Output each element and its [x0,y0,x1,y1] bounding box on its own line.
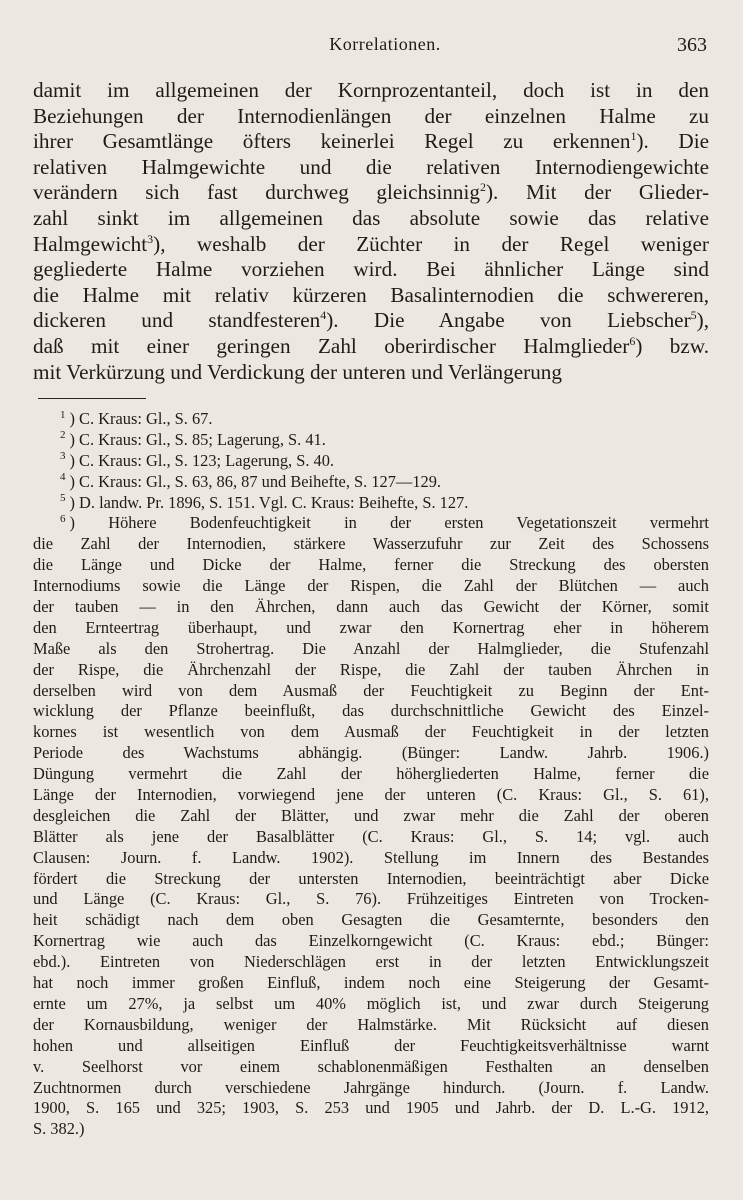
footnote-line: wicklung der Pflanze beeinflußt, das durchschnittliche Gewicht des Einzel- [33,701,709,721]
footnote-line: heit schädigt nach dem oben Gesagten die Gesamternte, besonders den [33,910,709,930]
footnote-line: S. 382.) [33,1119,85,1139]
page-number: 363 [677,34,707,56]
body-line: die Halme mit relativ kürzeren Basalinternodien die schwereren, [33,282,709,307]
footnotes [33,409,709,1140]
footnote-2: $^2$ ) C. Kraus: Gl., S. 85; Lagerung, S. 41. [60,429,326,449]
footnote-line: kornes ist wesentlich von dem Ausmaß der Feuchtigkeit in der letzten [33,722,709,742]
footnote-line: Düngung vermehrt die Zahl der höhergliederten Halme, ferner die [33,764,709,784]
footnote-ref: 2 [479,180,486,195]
footnote-line: desgleichen die Zahl der Blätter, und zwar mehr die Zahl der oberen [33,805,709,825]
footnote-line: der Rispe, die Ährchenzahl der Rispe, die Zahl der tauben Ährchen in [33,659,709,679]
footnote-line: fördert die Streckung der untersten Internodien, beeinträchtigt aber Dicke [33,868,709,888]
footnote-line: den Ernteertrag überhaupt, und zwar den Kornertrag eher in höherem [33,617,709,637]
body-line: zahl sinkt im allgemeinen das absolute sowie das relative [33,205,709,230]
footnote-ref: 6 [629,333,636,348]
body-line: verändern sich fast durchweg gleichsinnig$^2$). Mit der Glieder- [33,180,709,205]
footnote-line: $^6$ ) Höhere Bodenfeuchtigkeit in der ersten Vegetationszeit vermehrt [60,512,709,533]
footnote-line: und Länge (C. Kraus: Gl., S. 76). Frühzeitiges Eintreten von Trocken- [33,889,709,909]
footnote-line: hohen und allseitigen Einfluß der Feuchtigkeitsverhältnisse warnt [33,1035,709,1055]
body-line: Beziehungen der Internodienlängen der einzelnen Halme zu [33,103,709,128]
footnote-line: v. Seelhorst vor einem schablonenmäßigen Festhalten an denselben [33,1056,709,1076]
footnote-1: $^1$ ) C. Kraus: Gl., S. 67. [60,408,213,428]
footnote-line: Kornertrag wie auch das Einzelkorngewicht (C. Kraus: ebd.; Bünger: [33,931,709,951]
body-line: Halmgewicht$^3$), weshalb der Züchter in der Regel weniger [33,231,709,256]
footnote-ref: 5 [690,308,697,323]
footnote-line: Clausen: Journ. f. Landw. 1902). Stellung im Innern des Bestandes [33,847,709,867]
footnote-line: Zuchtnormen durch verschiedene Jahrgänge hindurch. (Journ. f. Landw. [33,1077,709,1097]
footnote-4: $^4$ ) C. Kraus: Gl., S. 63, 86, 87 und Beihefte, S. 127—129. [60,471,442,491]
footnote-divider [38,398,146,399]
body-line: ihrer Gesamtlänge öfters keinerlei Regel zu erkennen$^1$). Die [33,129,710,154]
footnote-ref: 4 [320,308,327,323]
body-line: mit Verkürzung und Verdickung der unteren und Verlängerung [33,359,562,384]
body-line: damit im allgemeinen der Kornprozentanteil, doch ist in den [33,78,709,102]
footnote-ref: 3 [147,231,154,246]
footnote-line: ebd.). Eintreten von Niederschlägen erst in der letzten Entwicklungszeit [33,952,709,972]
footnote-5: $^5$ ) D. landw. Pr. 1896, S. 151. Vgl. C. Kraus: Beihefte, S. 127. [60,492,469,512]
footnote-line: ernte um 27%, ja selbst um 40% möglich ist, und zwar durch Steigerung [33,993,709,1013]
running-title: Korrelationen. [329,34,441,54]
body-line: gegliederte Halme vorziehen wird. Bei ähnlicher Länge sind [33,257,709,282]
body-line: dickeren und standfesteren$^4$). Die Angabe von Liebscher$^5$), [33,308,709,333]
body-paragraph [33,78,709,385]
footnote-line: derselben wird von dem Ausmaß der Feuchtigkeit zu Beginn der Ent- [33,680,709,700]
footnote-line: hat noch immer großen Einfluß, indem noch eine Steigerung der Gesamt- [33,973,709,993]
footnote-line: der Kornausbildung, weniger der Halmstärke. Mit Rücksicht auf diesen [33,1014,709,1034]
body-line: daß mit einer geringen Zahl oberirdischer Halmglieder$^6$) bzw. [33,333,710,358]
footnote-line: Blätter als jene der Basalblätter (C. Kraus: Gl., S. 14; vgl. auch [33,826,709,846]
body-line: relativen Halmgewichte und die relativen Internodiengewichte [33,154,709,179]
footnote-line: Internodiums sowie die Länge der Rispen, die Zahl der Blütchen — auch [33,576,709,596]
footnote-line: Länge der Internodien, vorwiegend jene der unteren (C. Kraus: Gl., S. 61), [33,785,709,805]
footnote-line: die Zahl der Internodien, stärkere Wasserzufuhr zur Zeit des Schossens [33,534,709,554]
footnote-line: Maße als den Strohertrag. Die Anzahl der Halmglieder, die Stufenzahl [33,638,709,658]
footnote-6 [33,513,709,1140]
footnote-line: der tauben — in den Ährchen, dann auch das Gewicht der Körner, somit [33,597,709,617]
page-header [33,34,707,58]
footnote-ref: 1 [630,129,637,144]
footnote-3: $^3$ ) C. Kraus: Gl., S. 123; Lagerung, S. 40. [60,450,335,470]
footnote-line: die Länge und Dicke der Halme, ferner die Streckung des obersten [33,555,709,575]
footnote-line: Periode des Wachstums abhängig. (Bünger: Landw. Jahrb. 1906.) [33,743,709,763]
footnote-line: 1900, S. 165 und 325; 1903, S. 253 und 1905 und Jahrb. der D. L.-G. 1912, [33,1098,709,1118]
